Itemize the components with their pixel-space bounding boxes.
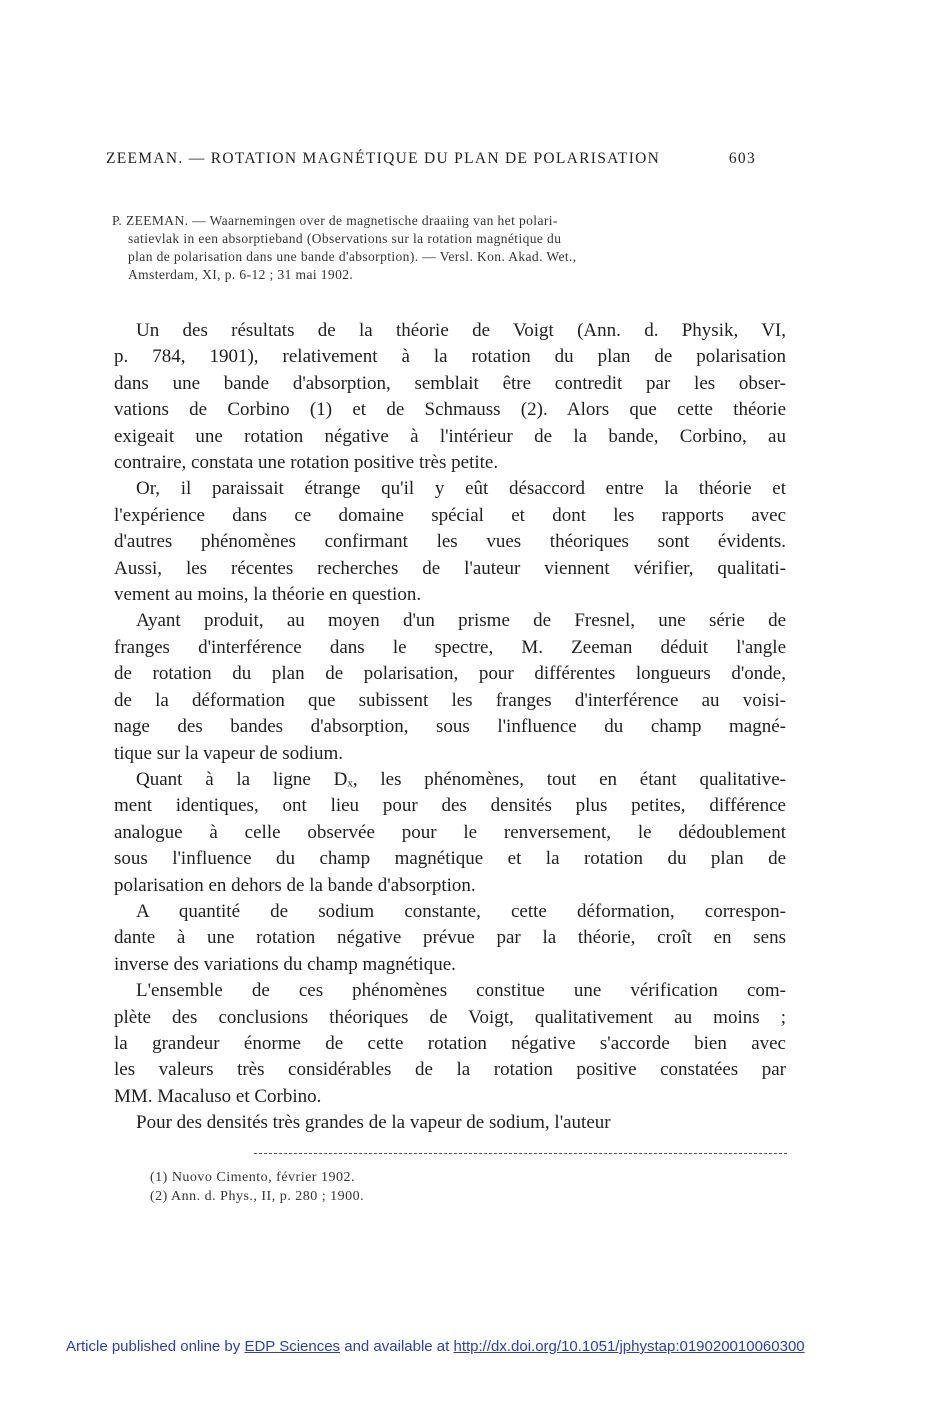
body-line: Un des résultats de la théorie de Voigt (Ann. d. Physik, VI, bbox=[136, 320, 786, 341]
body-line: Pour des densités très grandes de la vapeur de sodium, l'auteur bbox=[136, 1112, 611, 1134]
body-line: analogue à celle observée pour le renversement, le dédoublement bbox=[114, 821, 786, 843]
body-line: A quantité de sodium constante, cette déformation, correspon- bbox=[136, 900, 786, 922]
body-line: exigeait une rotation négative à l'intérieur de la bande, Corbino, au bbox=[114, 425, 786, 447]
footnotes bbox=[150, 1168, 364, 1206]
body-line: plète des conclusions théoriques de Voigt, qualitativement au moins ; bbox=[114, 1006, 786, 1028]
citation-line: satievlak in een absorptieband (Observations sur la rotation magnétique du bbox=[128, 231, 562, 246]
body-line: ment identiques, ont lieu pour des densités plus petites, différence bbox=[114, 795, 786, 817]
body-line: dans une bande d'absorption, semblait être contredit par les obser- bbox=[114, 372, 786, 394]
page-number: 603 bbox=[728, 150, 756, 167]
running-head bbox=[106, 150, 756, 168]
footer-prefix: Article published online by bbox=[66, 1338, 241, 1355]
body-line: MM. Macaluso et Corbino. bbox=[114, 1085, 322, 1107]
doi-link[interactable]: http://dx.doi.org/10.1051/jphystap:019020010060300 bbox=[453, 1338, 805, 1355]
publication-footer bbox=[66, 1338, 805, 1355]
body-line: tique sur la vapeur de sodium. bbox=[114, 742, 344, 764]
body-line: d'autres phénomènes confirmant les vues théoriques sont évidents. bbox=[114, 531, 786, 553]
citation-line: Amsterdam, XI, p. 6-12 ; 31 mai 1902. bbox=[128, 267, 354, 282]
body-line: Ayant produit, au moyen d'un prisme de Fresnel, une série de bbox=[136, 610, 786, 632]
body-line: sous l'influence du champ magnétique et la rotation du plan de bbox=[114, 848, 786, 870]
body-line: Aussi, les récentes recherches de l'auteur viennent vérifier, qualitati- bbox=[114, 557, 786, 579]
abstract-body bbox=[114, 318, 786, 1137]
bibliographic-citation bbox=[112, 212, 762, 284]
body-line: p. 784, 1901), relativement à la rotation du plan de polarisation bbox=[114, 346, 786, 368]
body-line: nage des bandes d'absorption, sous l'influence du champ magné- bbox=[114, 716, 786, 738]
body-line: polarisation en dehors de la bande d'absorption. bbox=[114, 874, 476, 896]
body-line: vations de Corbino (1) et de Schmauss (2). Alors que cette théorie bbox=[114, 399, 786, 421]
body-line: inverse des variations du champ magnétique. bbox=[114, 953, 456, 975]
footnote: (2) Ann. d. Phys., II, p. 280 ; 1900. bbox=[150, 1189, 365, 1204]
citation-line: plan de polarisation dans une bande d'absorption). — Versl. Kon. Akad. Wet., bbox=[128, 249, 577, 264]
body-line: les valeurs très considérables de la rotation positive constatées par bbox=[114, 1059, 786, 1081]
body-line: contraire, constata une rotation positive très petite. bbox=[114, 452, 499, 474]
footer-middle: and available at bbox=[344, 1338, 450, 1355]
body-line: Quant à la ligne Dₓ, les phénomènes, tout en étant qualitative- bbox=[136, 768, 786, 790]
body-line: L'ensemble de ces phénomènes constitue une vérification com- bbox=[136, 980, 786, 1002]
body-line: de la déformation que subissent les franges d'interférence au voisi- bbox=[114, 689, 786, 711]
body-line: de rotation du plan de polarisation, pour différentes longueurs d'onde, bbox=[114, 663, 786, 685]
footnote-divider bbox=[254, 1153, 787, 1154]
body-line: la grandeur énorme de cette rotation négative s'accorde bien avec bbox=[114, 1032, 786, 1054]
running-head-title: ZEEMAN. — ROTATION MAGNÉTIQUE DU PLAN DE POLARISATION bbox=[106, 150, 661, 167]
citation-line: P. ZEEMAN. — Waarnemingen over de magnetische draaiing van het polari- bbox=[112, 213, 558, 228]
body-line: franges d'interférence dans le spectre, M. Zeeman déduit l'angle bbox=[114, 636, 786, 658]
body-line: l'expérience dans ce domaine spécial et dont les rapports avec bbox=[114, 504, 786, 526]
publisher-link[interactable]: EDP Sciences bbox=[244, 1338, 341, 1355]
footnote: (1) Nuovo Cimento, février 1902. bbox=[150, 1170, 355, 1185]
body-line: Or, il paraissait étrange qu'il y eût désaccord entre la théorie et bbox=[136, 478, 786, 500]
body-line: vement au moins, la théorie en question. bbox=[114, 584, 422, 606]
body-line: dante à une rotation négative prévue par la théorie, croît en sens bbox=[114, 927, 786, 949]
